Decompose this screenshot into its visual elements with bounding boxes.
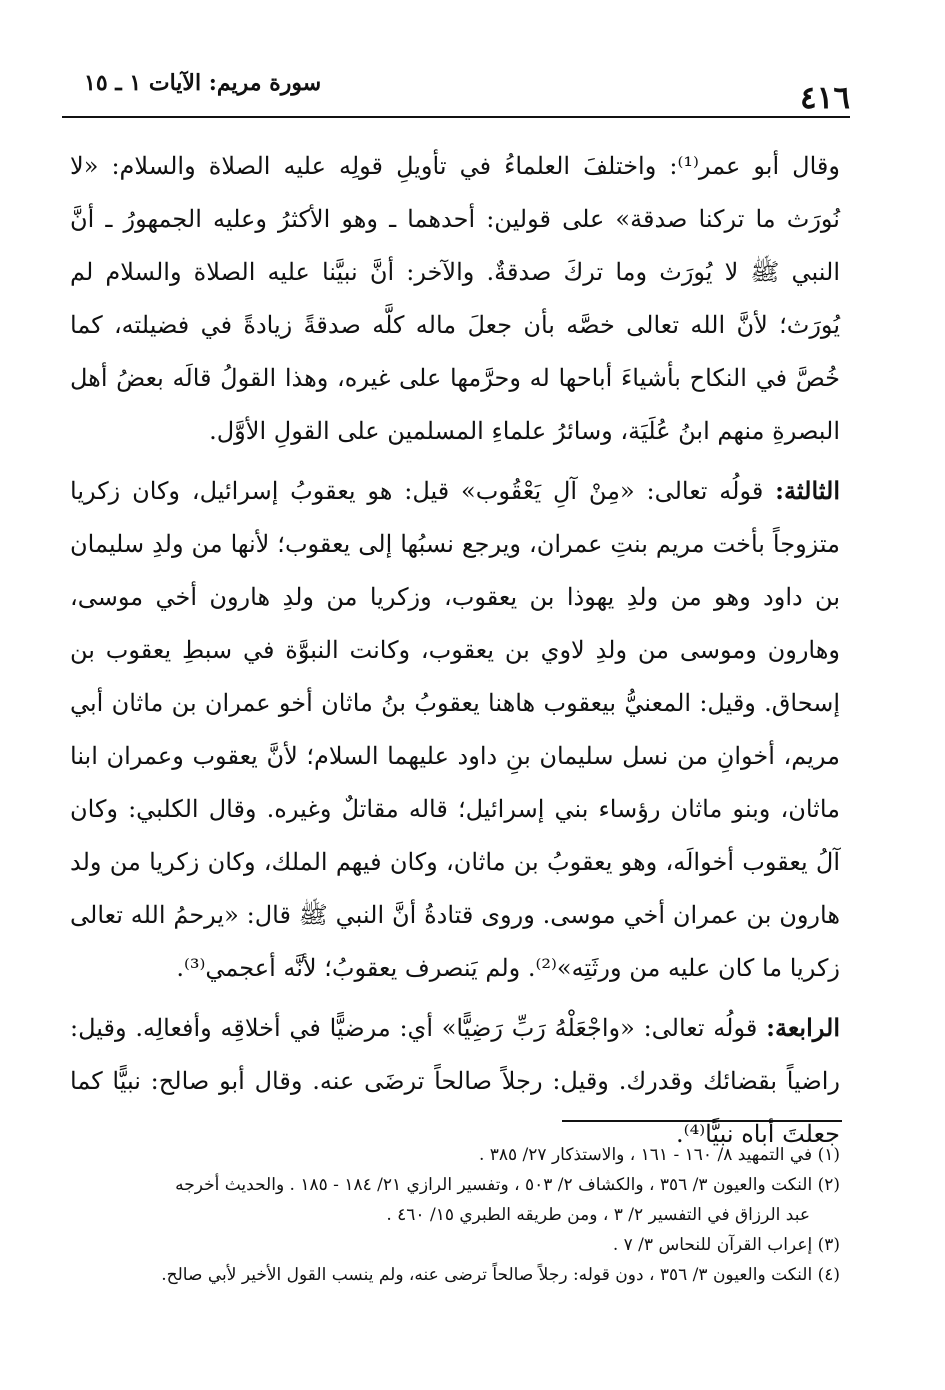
main-text xyxy=(70,140,840,1167)
footnote-4: (٤) النكت والعيون ٣/ ٣٥٦ ، دون قوله: رجلاً صالحاً ترضى عنه، ولم ينسب القول الأخير لأبي صالح. xyxy=(161,1265,840,1285)
paragraph-2 xyxy=(70,464,840,995)
page-number: ٤١٦ xyxy=(800,80,850,116)
header-rule xyxy=(62,116,850,118)
section-heading-third: الثالثة: xyxy=(775,476,840,505)
running-title: سورة مريم: الآيات ١ ـ ١٥ xyxy=(84,70,322,96)
footnote-3: (٣) إعراب القرآن للنحاس ٣/ ٧ . xyxy=(612,1235,840,1255)
paragraph-2-text: قولُه تعالى: «مِنْ آلِ يَعْقُوب» قيل: هو يعقوبُ إسرائيل، وكان زكريا متزوجاً بأخت مريم بنتِ عمران، ويرجع نسبُها إلى يعقوب؛ لأنها من ولدِ سليمان بن داود وهو من ولدِ يهوذا بن يعقوب، وزكريا من ولدِ هارون أخي موسى، وهارون وموسى من ولدِ لاوي بن يعقوب، وكانت النبوَّة في سبطِ يعقوب بن إسحاق. وقيل: المعنيُّ بيعقوب هاهنا يعقوبُ بنُ ماثان أخو عمران بن ماثان أبي مريم، أخوانِ من نسل سليمان بنِ داود عليهما السلام؛ لأنَّ يعقوب وعمران ابنا ماثان، وبنو ماثان رؤساء بني إسرائيل؛ قاله مقاتلٌ وغيره. وقال الكلبي: وكان آلُ يعقوب أخوالَه، وهو يعقوبُ بن ماثان، وكان فيهم الملك، وكان زكريا من ولد هارون بن عمران أخي موسى. وروى قتادةُ أنَّ النبي ﷺ قال: «يرحمُ الله تعالى زكريا ما كان عليه من ورثَتِه»⁽²⁾. ولم يَنصرف يعقوبُ؛ لأنَّه أعجمي⁽³⁾. xyxy=(70,477,840,982)
paragraph-3-text: قولُه تعالى: «واجْعَلْهُ رَبِّ رَضِيًّا» أي: مرضيًّا في أخلاقِه وأفعالِه. وقيل: راضياً بقضائك وقدرك. وقيل: رجلاً صالحاً ترضَى عنه. وقال أبو صالح: نبيًّا كما جعلتَ أباه نبيًّا⁽⁴⁾. xyxy=(70,1014,840,1148)
page-header xyxy=(62,60,850,118)
footnote-2-continued: عبد الرزاق في التفسير ٢/ ٣ ، ومن طريقه الطبري ١٥/ ٤٦٠ . xyxy=(386,1205,810,1225)
footnote-2: (٢) النكت والعيون ٣/ ٣٥٦ ، والكشاف ٢/ ٥٠٣ ، وتفسير الرازي ٢١/ ١٨٤ - ١٨٥ . والحديث أخرجه xyxy=(175,1175,840,1195)
footnotes xyxy=(70,1140,840,1290)
paragraph-1: وقال أبو عمر⁽¹⁾: واختلفَ العلماءُ في تأويلِ قولِه عليه الصلاة والسلام: «لا نُورَث ما تركنا صدقة» على قولين: أحدهما ـ وهو الأكثرُ وعليه الجمهورُ ـ أنَّ النبي ﷺ لا يُورَث وما تركَ صدقةٌ. والآخر: أنَّ نبيَّنا عليه الصلاة والسلام لم يُورَث؛ لأنَّ الله تعالى خصَّه بأن جعلَ ماله كلَّه صدقةً زيادةً في فضيلته، كما خُصَّ في النكاح بأشياءَ أباحها له وحرَّمها على غيره، وهذا القولُ قالَه بعضُ أهل البصرةِ منهم ابنُ عُلَيَة، وسائرُ علماءِ المسلمين على القولِ الأوَّل. xyxy=(70,152,841,445)
paragraph-3 xyxy=(70,1001,840,1161)
footnote-separator xyxy=(562,1120,842,1122)
footnote-1: (١) في التمهيد ٨/ ١٦٠ - ١٦١ ، والاستذكار ٢٧/ ٣٨٥ . xyxy=(478,1145,840,1165)
section-heading-fourth: الرابعة: xyxy=(766,1013,840,1042)
